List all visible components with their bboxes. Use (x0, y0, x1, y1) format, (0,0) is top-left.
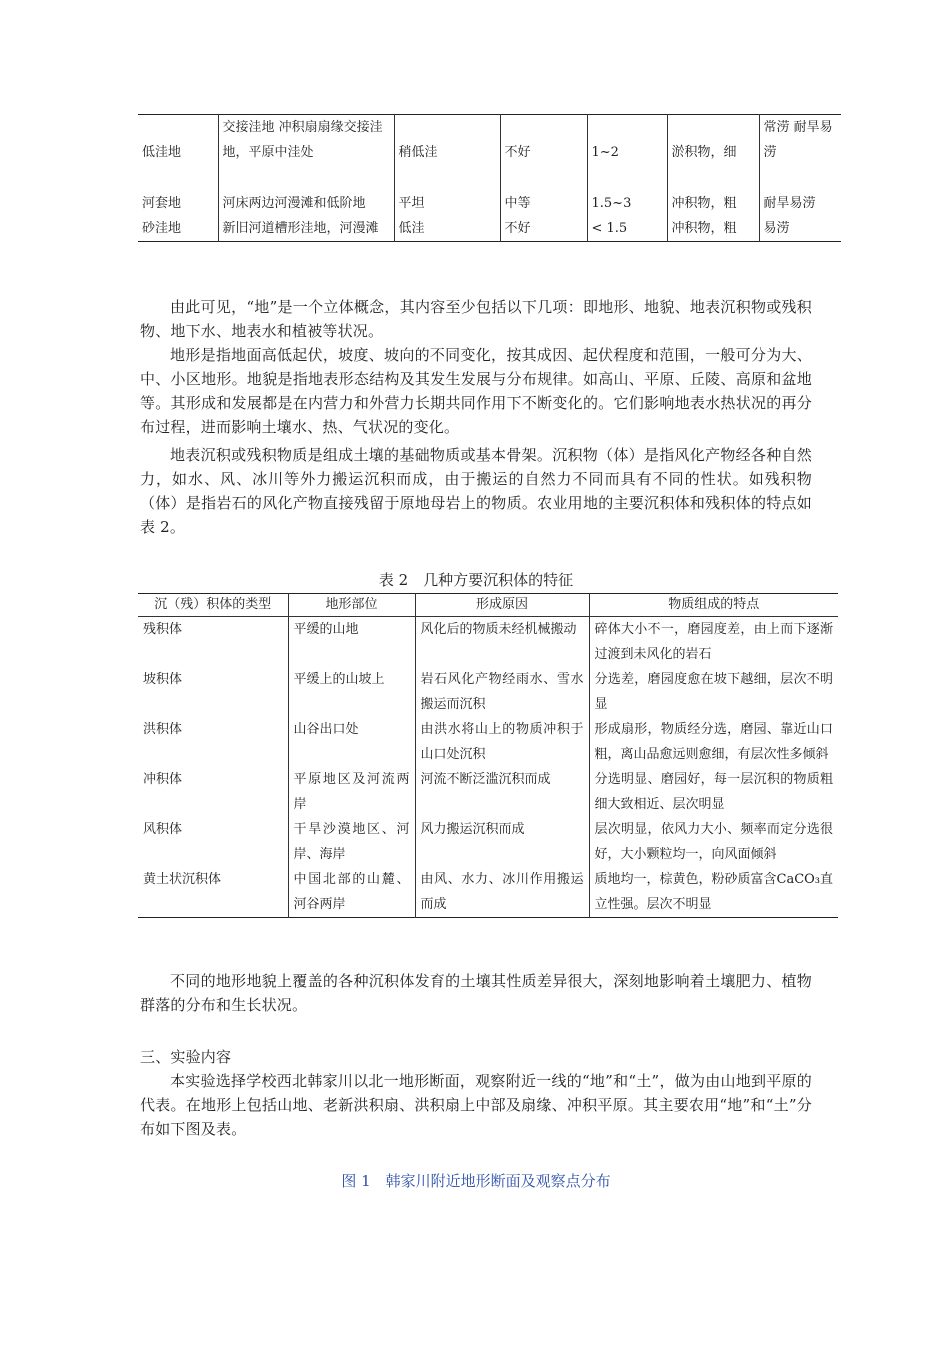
paragraph-landform: 地形是指地面高低起伏，坡度、坡向的不同变化，按其成因、起伏程度和范围，一般可分为大、中、小区地形。地貌是指地表形态结构及其发生发展与分布规律。如高山、平原、丘陵、高原和盆地等。其形成和发展都是在内营力和外营力长期共同作用下不断变化的。它们影响地表水热状况的再分布过程，进而影响土壤水、热、气状况的变化。 (140, 346, 812, 436)
cell-type: 洪积体 (143, 722, 183, 737)
cell-name: 低洼地 (142, 145, 182, 160)
cell-type: 残积体 (143, 622, 183, 637)
header-location: 地形部位 (288, 594, 415, 617)
cell-location: 山谷出口处 (288, 717, 415, 767)
figure-caption: 图 1 韩家川附近地形断面及观察点分布 (341, 1172, 611, 1190)
cell-terrain: 低洼 (394, 216, 500, 242)
table-row (138, 191, 841, 216)
landform-table (138, 114, 841, 242)
cell-cause: 风力搬运沉积而成 (415, 817, 589, 867)
cell-drainage: 中等 (500, 191, 587, 216)
cell-cause: 由风、水力、冰川作用搬运而成 (415, 867, 589, 918)
cell-risk: 耐旱易涝 (759, 191, 841, 216)
table-row (138, 667, 838, 717)
cell-risk: 常涝 耐旱易涝 (759, 115, 841, 191)
cell-name: 砂洼地 (142, 220, 182, 236)
cell-composition: 分选明显、磨园好，每一层沉积的物质粗细大致相近、层次明显 (589, 767, 838, 817)
cell-material: 冲积物，粗 (667, 216, 759, 242)
cell-composition: 层次明显，依风力大小、频率而定分选很好，大小颗粒均一，向风面倾斜 (589, 817, 838, 867)
cell-material: 冲积物，粗 (667, 191, 759, 216)
cell-location: 交接洼地 冲积扇扇缘交接洼地，平原中洼处 (218, 115, 394, 191)
cell-cause: 由洪水将山上的物质冲积于山口处沉积 (415, 717, 589, 767)
cell-drainage: 不好 (500, 115, 587, 191)
cell-cause: 河流不断泛滥沉积而成 (415, 767, 589, 817)
cell-location: 平缓上的山坡上 (288, 667, 415, 717)
cell-location: 新旧河道槽形洼地，河漫滩 (218, 216, 394, 242)
table-row (138, 817, 838, 867)
cell-depth: 1~2 (587, 115, 667, 191)
cell-composition: 质地均一，棕黄色，粉砂质富含CaCO₃直立性强。层次不明显 (589, 867, 838, 918)
paragraph-experiment: 本实验选择学校西北韩家川以北一地形断面，观察附近一线的“地”和“土”，做为由山地到平原的代表。在地形上包括山地、老新洪积扇、洪积扇上中部及扇缘、冲积平原。其主要农用“地”和“土”分布如下图及表。 (140, 1072, 812, 1138)
cell-material: 淤积物，细 (667, 115, 759, 191)
cell-type: 坡积体 (143, 672, 183, 687)
cell-depth: 1.5~3 (587, 191, 667, 216)
cell-type: 冲积体 (143, 772, 183, 787)
table-row (138, 717, 838, 767)
header-cause: 形成原因 (415, 594, 589, 617)
header-type: 沉（残）积体的类型 (138, 594, 288, 617)
table-row (138, 767, 838, 817)
cell-composition: 分选差，磨园度愈在坡下越细，层次不明显 (589, 667, 838, 717)
cell-location: 中国北部的山麓、河谷两岸 (288, 867, 415, 918)
cell-terrain: 稍低洼 (394, 115, 500, 191)
cell-composition: 碎体大小不一，磨园度差，由上而下逐渐过渡到未风化的岩石 (589, 617, 838, 668)
cell-depth: < 1.5 (587, 216, 667, 242)
paragraph-land-concept: 由此可见，“地”是一个立体概念，其内容至少包括以下几项：即地形、地貌、地表沉积物或残积物、地下水、地表水和植被等状况。 (140, 298, 812, 340)
table-row (138, 617, 838, 668)
cell-location: 平缓的山地 (288, 617, 415, 668)
paragraph-soil-difference: 不同的地形地貌上覆盖的各种沉积体发育的土壤其性质差异很大，深刻地影响着土壤肥力、植物群落的分布和生长状况。 (140, 972, 812, 1014)
cell-cause: 风化后的物质未经机械搬动 (415, 617, 589, 668)
table-header-row (138, 594, 838, 617)
cell-type: 风积体 (143, 822, 183, 837)
paragraph-sediment: 地表沉积或残积物质是组成土壤的基础物质或基本骨架。沉积物（体）是指风化产物经各种自然力，如水、风、冰川等外力搬运沉积而成，由于搬运的自然力不同而具有不同的性状。如残积物（体）是指岩石的风化产物直接残留于原地母岩上的物质。农业用地的主要沉积体和残积体的特点如表 2。 (140, 446, 812, 536)
cell-location: 干旱沙漠地区、河岸、海岸 (288, 817, 415, 867)
cell-cause: 岩石风化产物经雨水、雪水搬运而沉积 (415, 667, 589, 717)
header-composition: 物质组成的特点 (589, 594, 838, 617)
cell-name: 河套地 (142, 195, 182, 211)
table-row (138, 216, 841, 242)
cell-risk: 易涝 (759, 216, 841, 242)
table-caption: 表 2 几种方要沉积体的特征 (378, 571, 574, 589)
cell-drainage: 不好 (500, 216, 587, 242)
table-row (138, 867, 838, 918)
table-row (138, 115, 841, 191)
cell-composition: 形成扇形，物质经分选，磨园、靠近山口粗，离山品愈远则愈细，有层次性多倾斜 (589, 717, 838, 767)
cell-terrain: 平坦 (394, 191, 500, 216)
sediment-table (138, 593, 838, 918)
cell-location: 河床两边河漫滩和低阶地 (218, 191, 394, 216)
cell-location: 平原地区及河流两岸 (288, 767, 415, 817)
cell-type: 黄土状沉积体 (143, 872, 222, 887)
section-heading: 三、实验内容 (140, 1048, 232, 1066)
